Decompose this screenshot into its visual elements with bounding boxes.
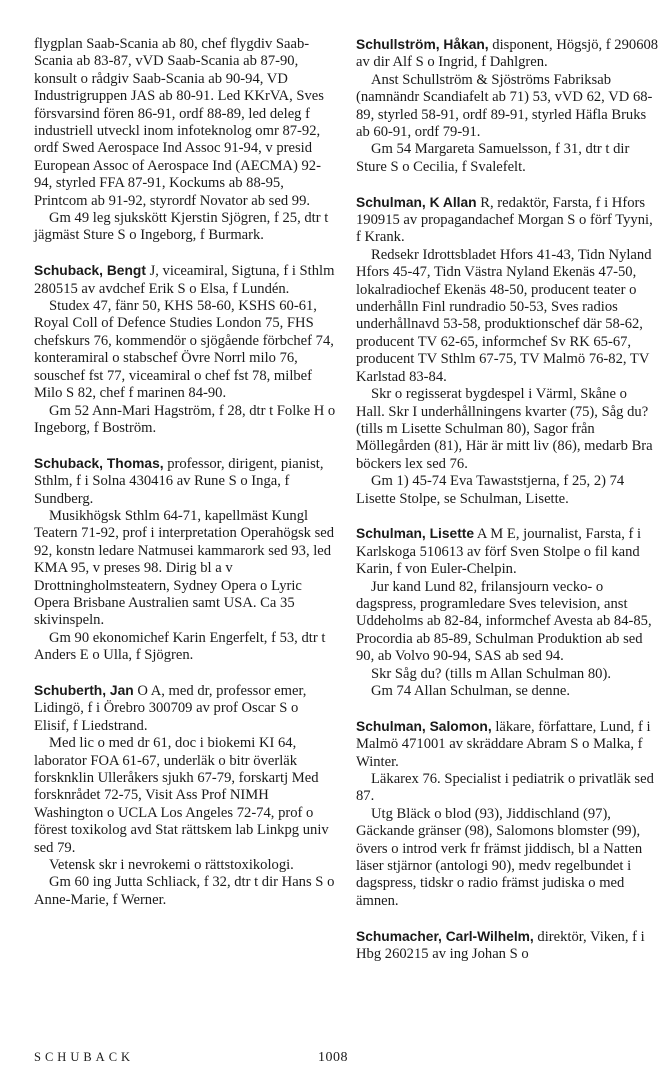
entry-name: Schulman, K Allan xyxy=(356,194,477,210)
entry-schuberth-jan xyxy=(34,682,337,909)
entry-schulman-allan xyxy=(356,194,659,508)
entry-head xyxy=(356,36,659,72)
entry-career: Anst Schullström & Sjöströms Fabriksab (namnändr Scandiafelt ab 71) 53, vVD 62, VD 68-89, styrled 58-91, ordf 89-91, styrled Häfla Bruks ab 60-91, ordf 79-91. xyxy=(356,71,653,141)
entry-name: Schullström, Håkan, xyxy=(356,37,489,52)
entry-career: Läkarex 76. Specialist i pediatrik o privatläk sed 87. xyxy=(356,771,654,805)
entry-career: Studex 47, fänr 50, KHS 58-60, KSHS 60-61, Royal Coll of Defence Studies London 75, FHS chefskurs 76, kommendör o sjögående förbchef 74, konteramiral o stabschef Övre Norrl milo 76, souschef fst 77, viceamiral o chef fst 78, milbef Milo S 82, chef f marinen 84-90. xyxy=(34,298,334,402)
entry-head xyxy=(34,455,337,508)
entry-head xyxy=(356,718,659,771)
entry-head-text: A M E, journalist, Farsta, f i Karlskoga 510613 av förf Sven Stolpe o fil kand Karin, f von Euler-Chelpin. xyxy=(356,526,642,578)
entry-family: Gm 90 ekonomichef Karin Engerfelt, f 53, dtr t Anders E o Ulla, f Sjögren. xyxy=(34,629,326,664)
entry-career: Musikhögsk Sthlm 64-71, kapellmäst Kungl Teatern 71-92, prof i interpretation Operahögsk sed 92, konstn ledare Natmusei kammarork sed 93, led KMA 95, v preses 98. Dirig bl a v Drottningholmsteatern, Sydney Opera o Lyric Opera Brisbane Australien samt USA. Ca 35 skivinspeln. xyxy=(34,507,335,629)
entry-name: Schuberth, Jan xyxy=(34,682,134,698)
entry-head xyxy=(34,682,337,735)
entry-family: Gm 49 leg sjukskött Kjerstin Sjögren, f 25, dtr t jägmäst Sture S o Ingeborg, f Burmark. xyxy=(34,210,329,244)
entry-head-text: läkare, författare, Lund, f i Malmö 471001 av skräddare Abram S o Malka, f Winter. xyxy=(356,718,651,770)
entry-schulman-salomon xyxy=(356,718,659,910)
entry-name: Schulman, Salomon, xyxy=(356,718,492,734)
entry-family: Gm 74 Allan Schulman, se denne. xyxy=(371,683,571,699)
entry-head xyxy=(356,928,659,964)
right-column xyxy=(356,36,659,981)
entry-schullstrom-hakan xyxy=(356,36,659,176)
entry-works: Skr Såg du? (tills m Allan Schulman 80). xyxy=(371,665,611,682)
entry-head-text: professor, dirigent, pianist, Sthlm, f i Solna 430416 av Rune S o Inga, f Sundberg. xyxy=(34,455,324,507)
entry-name: Schumacher, Carl-Wilhelm, xyxy=(356,928,534,944)
entry-continued xyxy=(34,36,337,245)
entry-head-text: R, redaktör, Farsta, f i Hfors 190915 av propagandachef Morgan S o förf Tyyni, f Krank. xyxy=(356,194,653,246)
entry-schumacher-carl-wilhelm xyxy=(356,928,659,964)
entry-family: Gm 60 ing Jutta Schliack, f 32, dtr t dir Hans S o Anne-Marie, f Werner. xyxy=(34,874,335,908)
entry-career: Redsekr Idrottsbladet Hfors 41-43, Tidn Nyland Hfors 45-47, Tidn Västra Nyland Ekenäs 47-50, lokalradiochef Ekenäs 48-50, producent teater o underhålln Finl rundradio 50-53, Sves radios underhållnavd 53-58, produktionschef där 58-62, producent TV 62-65, informchef Sv RK 65-67, producent TV Sthlm 67-75, TV Malmö 76-82, TV Karlstad 83-84. xyxy=(356,246,652,385)
entry-career: Med lic o med dr 61, doc i biokemi KI 64, laborator FOA 61-67, underläk o bitr överläk forsknklin Ulleråkers sjukh 67-79, forskartj Med forsknrådet 72-75, Visit Ass Prof NIMH Washington o UCLA Los Angeles 72-74, prof o förest toxikolog avd Stat rättskem lab Linkpg univ sed 79. xyxy=(34,735,329,856)
entry-works: Utg Bläck o blod (93), Jiddischland (97), Gäckande gränser (98), Salomons blomster (99), övers o introd verk fr främst jiddisch, bl a Natten läser stjärnor (antologi 90), medv regelbundet i dagspress, tidskr o radio främst judiska o med ämnen. xyxy=(356,805,643,909)
entry-works: Skr o regisserat bygdespel i Värml, Skåne o Hall. Skr I underhållningens kvarter (75), Såg du? (tills m Lisette Schulman 80), Sagor från Möllegården (81), Här är mitt liv (86), medarb Bra böckers lex sed 76. xyxy=(356,386,653,472)
entry-head-text: direktör, Viken, f i Hbg 260215 av ing Johan S o xyxy=(356,928,645,963)
entry-head-text: disponent, Högsjö, f 290608 av dir Alf S o Ingrid, f Dahlgren. xyxy=(356,37,659,71)
entry-head-text: J, viceamiral, Sigtuna, f i Sthlm 280515 av avdchef Erik S o Elsa, f Lundén. xyxy=(34,263,335,297)
entry-family: Gm 52 Ann-Mari Hagström, f 28, dtr t Folke H o Ingeborg, f Boström. xyxy=(34,402,336,436)
entry-family: Gm 1) 45-74 Eva Tawaststjerna, f 25, 2) 74 Lisette Stolpe, se Schulman, Lisette. xyxy=(356,473,625,507)
entry-career: flygplan Saab-Scania ab 80, chef flygdiv Saab-Scania ab 83-87, vVD Saab-Scania ab 87-90, konsult o rådgiv Saab-Scania ab 90-94, VD Industrigruppen JAS ab 80-91. Led KKrVA, Sves försvarsind fören 86-91, ordf 88-89, led deleg f industriell utveckl inom infoteknolog omr 87-92, ordf Swed Aerospace Ind Assoc 91-94, v presid European Assoc of Aerospace Ind (AECMA) 92-94, styrled FFA 87-91, Kockums ab 88-95, Printcom ab 91-92, styrordf Novator ab sed 99. xyxy=(34,36,324,209)
page-number: 1008 xyxy=(318,1050,348,1065)
entry-head xyxy=(356,525,659,578)
entry-head xyxy=(34,262,337,298)
running-head: SCHUBACK xyxy=(34,1050,135,1064)
entry-schuback-bengt xyxy=(34,262,337,437)
entry-works: Vetensk skr i nevrokemi o rättstoxikologi. xyxy=(49,857,294,874)
left-column xyxy=(34,36,337,927)
entry-name: Schuback, Bengt xyxy=(34,263,146,279)
entry-name: Schulman, Lisette xyxy=(356,526,475,542)
entry-head xyxy=(356,194,659,247)
entry-head-text: O A, med dr, professor emer, Lidingö, f i Örebro 300709 av prof Oscar S o Elisif, f Liedstrand. xyxy=(34,682,307,734)
entry-schuback-thomas xyxy=(34,455,337,665)
entry-career: Jur kand Lund 82, frilansjourn vecko- o dagspress, programledare Sves television, anst Uddeholms ab 82-84, informchef Avesta ab 84-85, Procordia ab 85-89, Schulman Produktion ab sed 90, ab Volvo 90-94, SAS ab sed 94. xyxy=(356,578,652,665)
entry-family: Gm 54 Margareta Samuelsson, f 31, dtr t dir Sture S o Cecilia, f Svalefelt. xyxy=(356,141,630,175)
entry-name: Schuback, Thomas, xyxy=(34,455,164,471)
entry-schulman-lisette xyxy=(356,525,659,700)
